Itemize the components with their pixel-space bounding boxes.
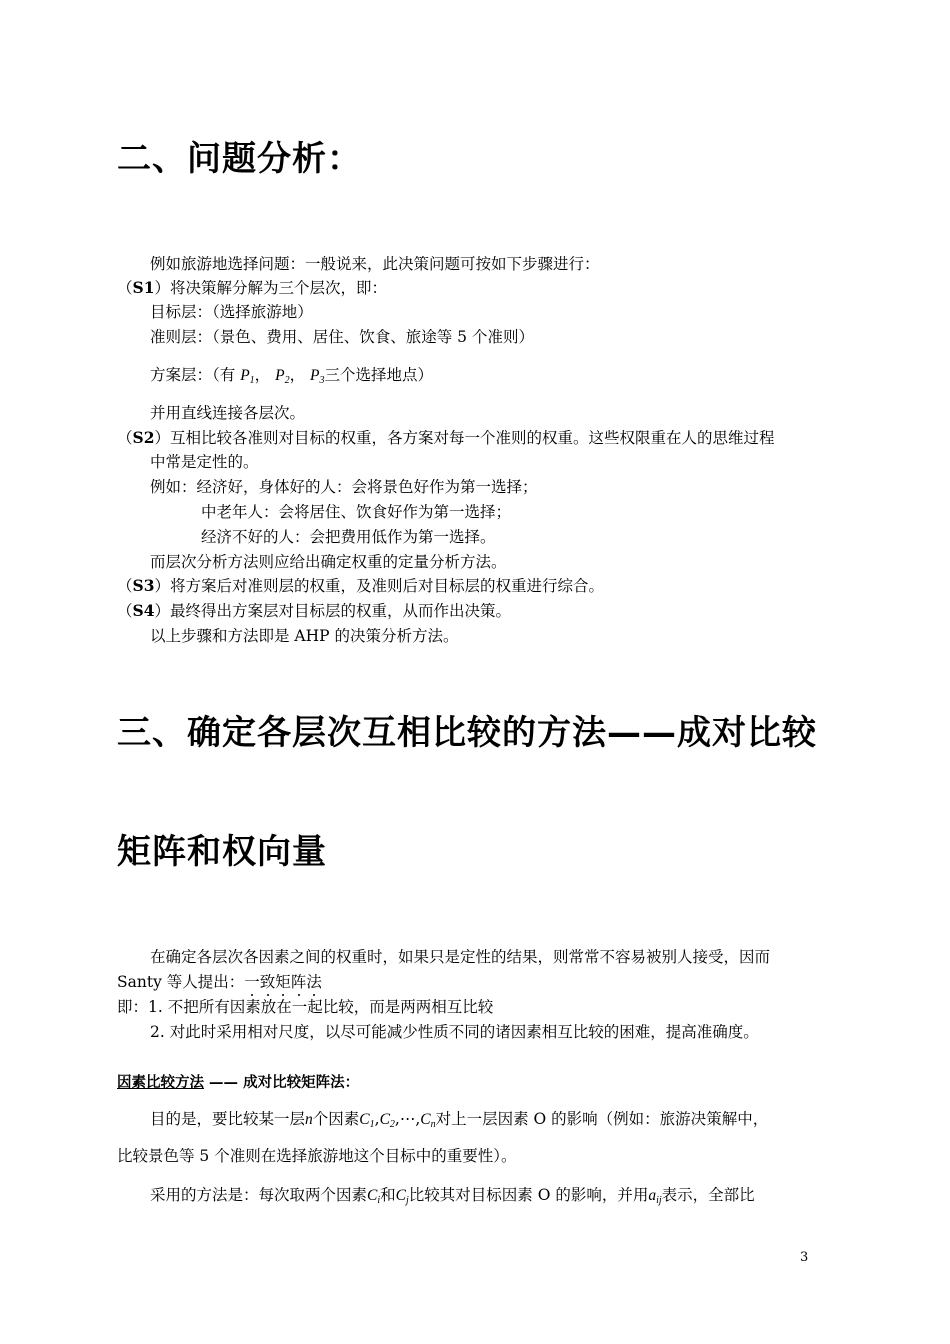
method-title-underlined: 因素比较方法 bbox=[117, 1075, 204, 1091]
example-3: 经济不好的人：会把费用低作为第一选择。 bbox=[201, 528, 496, 546]
p1-symbol: $P_1$ bbox=[240, 367, 255, 386]
page-number: 3 bbox=[800, 1250, 809, 1265]
method-line: 采用的方法是：每次取两个因素$C_i$和$C_j$比较其对目标因素 O 的影响，并用$a_{ij}$表示，全部比 bbox=[150, 1186, 755, 1206]
ci-symbol: $C_i$ bbox=[367, 1187, 381, 1206]
p2-symbol: $P_2$ bbox=[275, 367, 290, 386]
criteria-layer: 准则层：（景色、费用、居住、饮食、旅途等 5 个准则） bbox=[150, 328, 534, 346]
s2-text: 互相比较各准则对目标的权重，各方案对每一个准则的权重。这些权限重在人的思维过程 bbox=[170, 429, 775, 447]
s3-text: 将方案后对准则层的权重，及准则后对目标层的权重进行综合。 bbox=[170, 577, 605, 595]
s2-text-cont: 中常是定性的。 bbox=[150, 453, 259, 471]
ellipsis-symbol: ⋯ bbox=[399, 1110, 416, 1128]
plan-suffix: 三个选择地点） bbox=[324, 366, 434, 384]
goal-layer: 目标层：（选择旅游地） bbox=[150, 303, 313, 321]
para1-line2 bbox=[117, 972, 322, 992]
example-2: 中老年人：会将居住、饮食好作为第一选择； bbox=[201, 503, 512, 521]
goal-line-cont: 比较景色等 5 个准则在选择旅游地这个目标中的重要性）。 bbox=[117, 1147, 517, 1165]
ahp-note: 而层次分析方法则应给出确定权重的定量分析方法。 bbox=[150, 553, 507, 571]
section-3-heading-line1: 三、确定各层次互相比较的方法——成对比较 bbox=[117, 713, 817, 753]
point-1: 即：1. 不把所有因素放在一起比较，而是两两相互比较 bbox=[117, 998, 494, 1016]
s2-tag: S2 bbox=[132, 428, 155, 447]
p3-symbol: $P_3$ bbox=[310, 367, 325, 386]
aij-symbol: $a_{ij}$ bbox=[648, 1187, 662, 1206]
summary-line: 以上步骤和方法即是 AHP 的决策分析方法。 bbox=[150, 627, 459, 645]
section-3-heading-line2: 矩阵和权向量 bbox=[117, 832, 327, 872]
intro-line: 例如旅游地选择问题：一般说来，此决策问题可按如下步骤进行： bbox=[150, 255, 600, 273]
consistent-matrix-term: 一致矩阵法 bbox=[244, 973, 322, 991]
goal-line: 目的是，要比较某一层n个因素$C_1,C_2,\cdots,C_n$对上一层因素 O 的影响（例如：旅游决策解中， bbox=[150, 1110, 769, 1130]
s4-text: 最终得出方案层对目标层的权重，从而作出决策。 bbox=[170, 602, 512, 620]
s4-tag: S4 bbox=[132, 601, 155, 620]
s1-text: 将决策解分解为三个层次，即： bbox=[170, 279, 388, 297]
step-s4: （S4）最终得出方案层对目标层的权重，从而作出决策。 bbox=[117, 601, 512, 620]
plan-layer: 方案层：（有 $P_1$， $P_2$， $P_3$三个选择地点） bbox=[150, 366, 434, 386]
c1-symbol: $C_1$ bbox=[359, 1111, 375, 1130]
section-2-heading: 二、问题分析： bbox=[117, 139, 362, 179]
santy-text: Santy 等人提出： bbox=[117, 973, 245, 991]
method-title bbox=[117, 1073, 359, 1093]
n-symbol: n bbox=[305, 1111, 313, 1128]
cn-symbol: $C_n$ bbox=[420, 1111, 436, 1130]
para1-line1: 在确定各层次各因素之间的权重时，如果只是定性的结果，则常常不容易被别人接受，因而 bbox=[150, 948, 771, 966]
cj-symbol: $C_j$ bbox=[395, 1187, 409, 1206]
step-s1: （S1）将决策解分解为三个层次，即： bbox=[117, 278, 388, 297]
plan-prefix: 方案层：（有 bbox=[150, 366, 236, 384]
c2-symbol: $C_2$ bbox=[379, 1111, 395, 1130]
example-1: 例如：经济好，身体好的人：会将景色好作为第一选择； bbox=[150, 478, 538, 496]
step-s3: （S3）将方案后对准则层的权重，及准则后对目标层的权重进行综合。 bbox=[117, 576, 605, 595]
connect-line: 并用直线连接各层次。 bbox=[150, 404, 306, 422]
s1-tag: S1 bbox=[132, 278, 155, 297]
method-title-rest: —— 成对比较矩阵法： bbox=[204, 1075, 360, 1091]
s3-tag: S3 bbox=[132, 576, 155, 595]
point-2: 2. 对此时采用相对尺度，以尽可能减少性质不同的诸因素相互比较的困难，提高准确度。 bbox=[150, 1023, 759, 1041]
step-s2: （S2）互相比较各准则对目标的权重，各方案对每一个准则的权重。这些权限重在人的思维过程 bbox=[117, 428, 775, 447]
